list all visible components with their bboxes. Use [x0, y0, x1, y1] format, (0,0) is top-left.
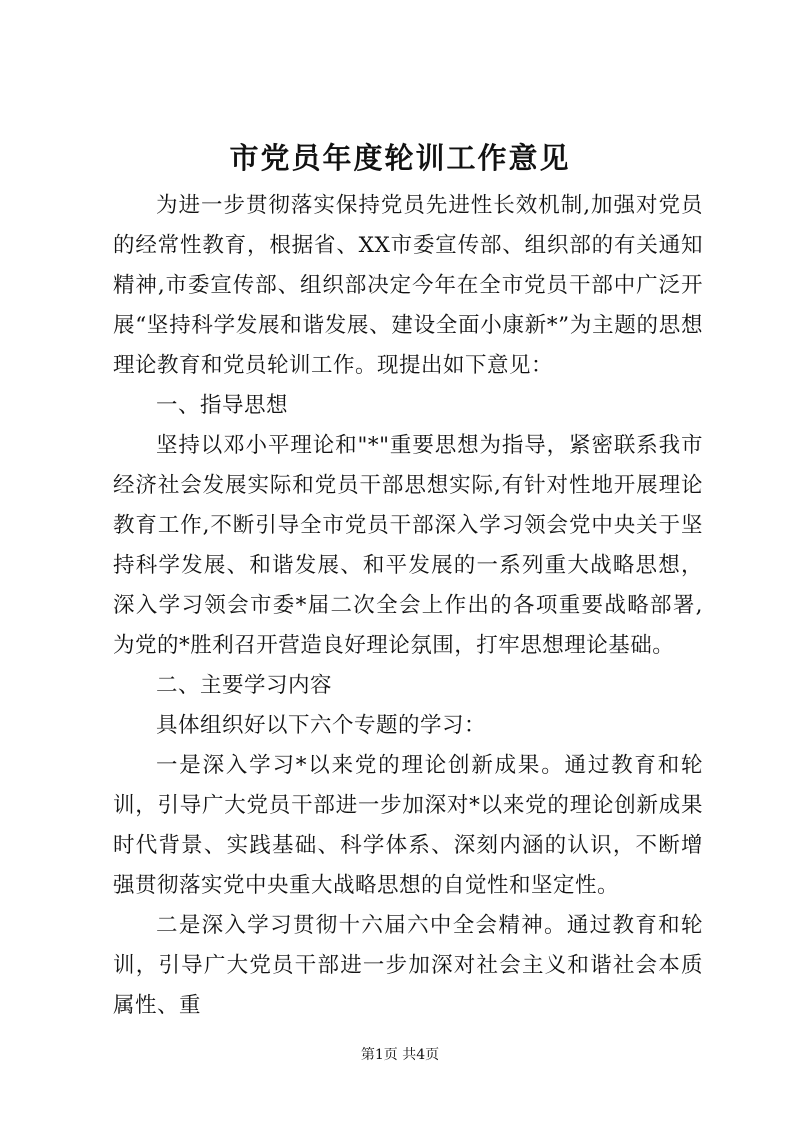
- page-footer: 第1页 共4页: [360, 1047, 440, 1063]
- guiding-ideology-paragraph: 坚持以邓小平理论和"*"重要思想为指导，紧密联系我市经济社会发展实际和党员干部思想实际,有针对性地开展理论教育工作,不断引导全市党员干部深入学习领会党中央关于坚持科学发展、和谐发展、和平发展的一系列重大战略思想，深入学习领会市委*届二次全会上作出的各项重要战略部署,为党的*胜利召开营造良好理论氛围，打牢思想理论基础。: [113, 433, 703, 658]
- document-title: 市党员年度轮训工作意见: [229, 141, 571, 175]
- topic-one-paragraph: 一是深入学习*以来党的理论创新成果。通过教育和轮训，引导广大党员干部进一步加深对*以来党的理论创新成果时代背景、实践基础、科学体系、深刻内涵的认识，不断增强贯彻落实党中央重大战略思想的自觉性和坚定性。: [113, 753, 703, 898]
- section-heading-guiding-ideology: 一、指导思想: [156, 393, 289, 418]
- topics-intro-paragraph: 具体组织好以下六个专题的学习：: [156, 713, 487, 738]
- intro-paragraph: 为进一步贯彻落实保持党员先进性长效机制,加强对党员的经常性教育，根据省、XX市委宣传部、组织部的有关通知精神,市委宣传部、组织部决定今年在全市党员干部中广泛开展“坚持科学发展和谐发展、建设全面小康新*”为主题的思想理论教育和党员轮训工作。现提出如下意见：: [113, 193, 703, 378]
- document-body: [113, 186, 703, 1026]
- topic-two-paragraph: 二是深入学习贯彻十六届六中全会精神。通过教育和轮训，引导广大党员干部进一步加深对社会主义和谐社会本质属性、重: [113, 913, 703, 1018]
- section-heading-main-content: 二、主要学习内容: [156, 673, 333, 698]
